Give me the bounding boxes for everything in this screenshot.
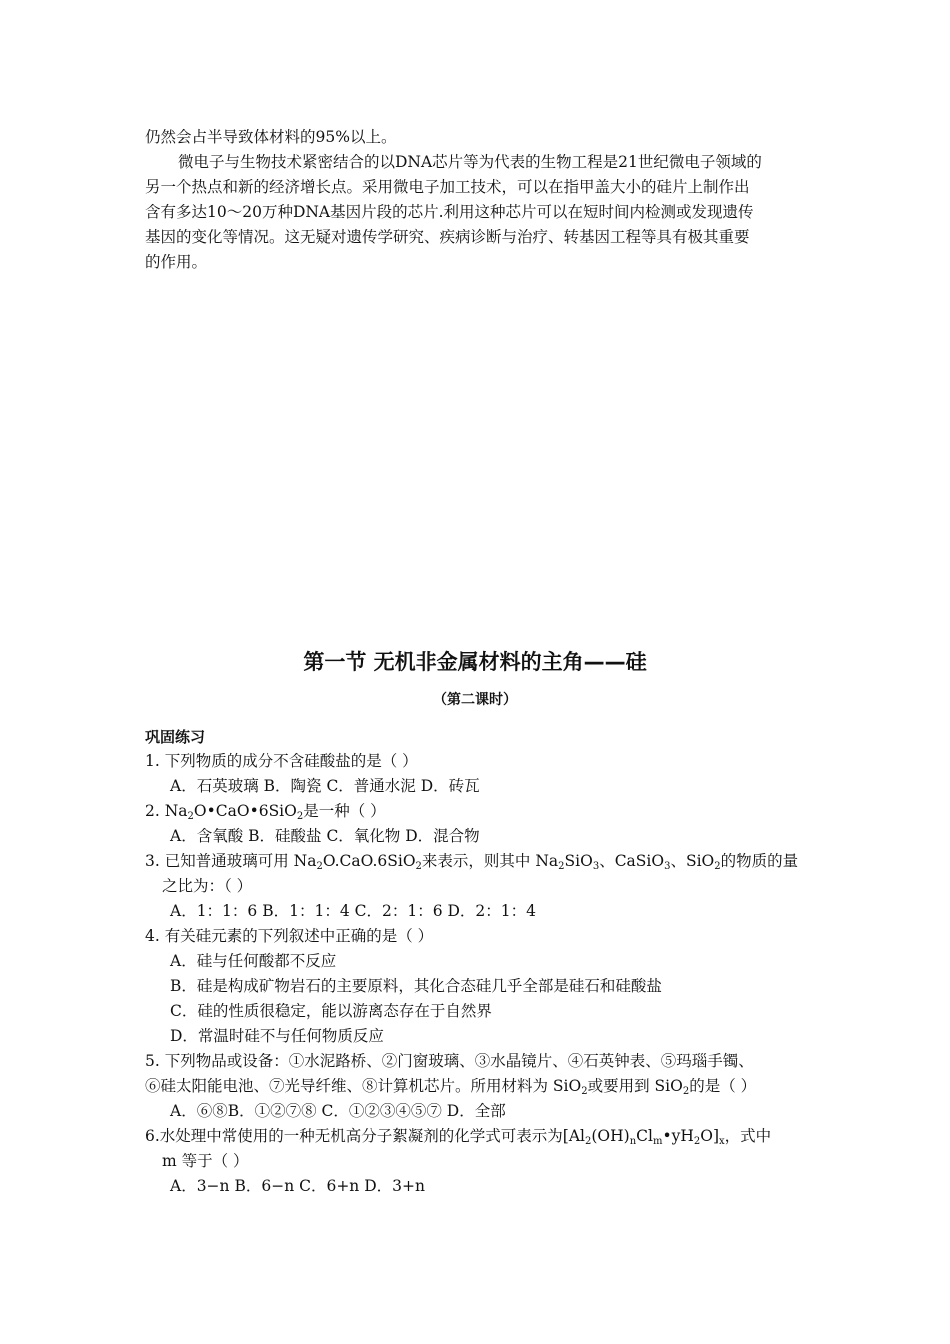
question-4-option-d: D．常温时硅不与任何物质反应 — [170, 1027, 384, 1045]
question-3-options: A．1：1：6 B．1：1：4 C．2：1：6 D．2：1：4 — [170, 902, 536, 920]
exercise-heading: 巩固练习 — [145, 728, 206, 746]
question-5-stem: 5. 下列物品或设备：①水泥路桥、②门窗玻璃、③水晶镜片、④石英钟表、⑤玛瑙手镯、 — [145, 1052, 754, 1070]
intro-line-2: 微电子与生物技术紧密结合的以DNA芯片等为代表的生物工程是21世纪微电子领域的 — [178, 153, 762, 171]
question-4-option-b: B．硅是构成矿物岩石的主要原料，其化合态硅几乎全部是硅石和硅酸盐 — [170, 977, 662, 995]
question-4-option-c: C．硅的性质很稳定，能以游离态存在于自然界 — [170, 1002, 492, 1020]
question-3-stem: 3. 已知普通玻璃可用 $Na_2O.CaO.6SiO_2$来表示，则其中 $Na_2SiO_3$、CaSiO$_3$、SiO$_2$的物质的量 — [145, 852, 799, 872]
question-2-options: A．含氧酸 B．硅酸盐 C．氧化物 D．混合物 — [170, 827, 480, 845]
question-6-stem: 6.水处理中常使用的一种无机高分子絮凝剂的化学式可表示为$[Al_2(OH)_nCl_m•yH_2O]_x$，式中 — [145, 1127, 772, 1147]
intro-line-4: 含有多达10～20万种DNA基因片段的芯片.利用这种芯片可以在短时间内检测或发现遗传 — [145, 203, 754, 221]
question-4-option-a: A．硅与任何酸都不反应 — [170, 952, 337, 970]
intro-line-5: 基因的变化等情况。这无疑对遗传学研究、疾病诊断与治疗、转基因工程等具有极其重要 — [145, 228, 750, 246]
intro-line-1: 仍然会占半导致体材料的95%以上。 — [145, 128, 397, 146]
question-1-options: A．石英玻璃 B．陶瓷 C．普通水泥 D．砖瓦 — [170, 777, 480, 795]
question-6-options: A．3−n B．6−n C．6+n D．3+n — [170, 1177, 425, 1195]
intro-line-3: 另一个热点和新的经济增长点。采用微电子加工技术，可以在指甲盖大小的硅片上制作出 — [145, 178, 750, 196]
question-6-stem-continued: m 等于（ ） — [162, 1152, 249, 1170]
question-3-stem-continued: 之比为：（ ） — [162, 877, 253, 895]
intro-line-6: 的作用。 — [145, 253, 208, 271]
question-2-stem: 2. $Na_2O•CaO•6SiO_2$是一种（ ） — [145, 802, 386, 822]
lesson-subtitle: （第二课时） — [433, 692, 517, 708]
question-1-stem: 1. 下列物质的成分不含硅酸盐的是（ ） — [145, 752, 418, 770]
section-title: 第一节 无机非金属材料的主角——硅 — [303, 650, 647, 674]
question-4-stem: 4. 有关硅元素的下列叙述中正确的是（ ） — [145, 927, 434, 945]
question-5-stem-continued: ⑥硅太阳能电池、⑦光导纤维、⑧计算机芯片。所用材料为 SiO$_2$或要用到 SiO$_2$的是（ ） — [145, 1077, 757, 1097]
question-5-options: A．⑥⑧B．①②⑦⑧ C．①②③④⑤⑦ D．全部 — [170, 1102, 506, 1120]
